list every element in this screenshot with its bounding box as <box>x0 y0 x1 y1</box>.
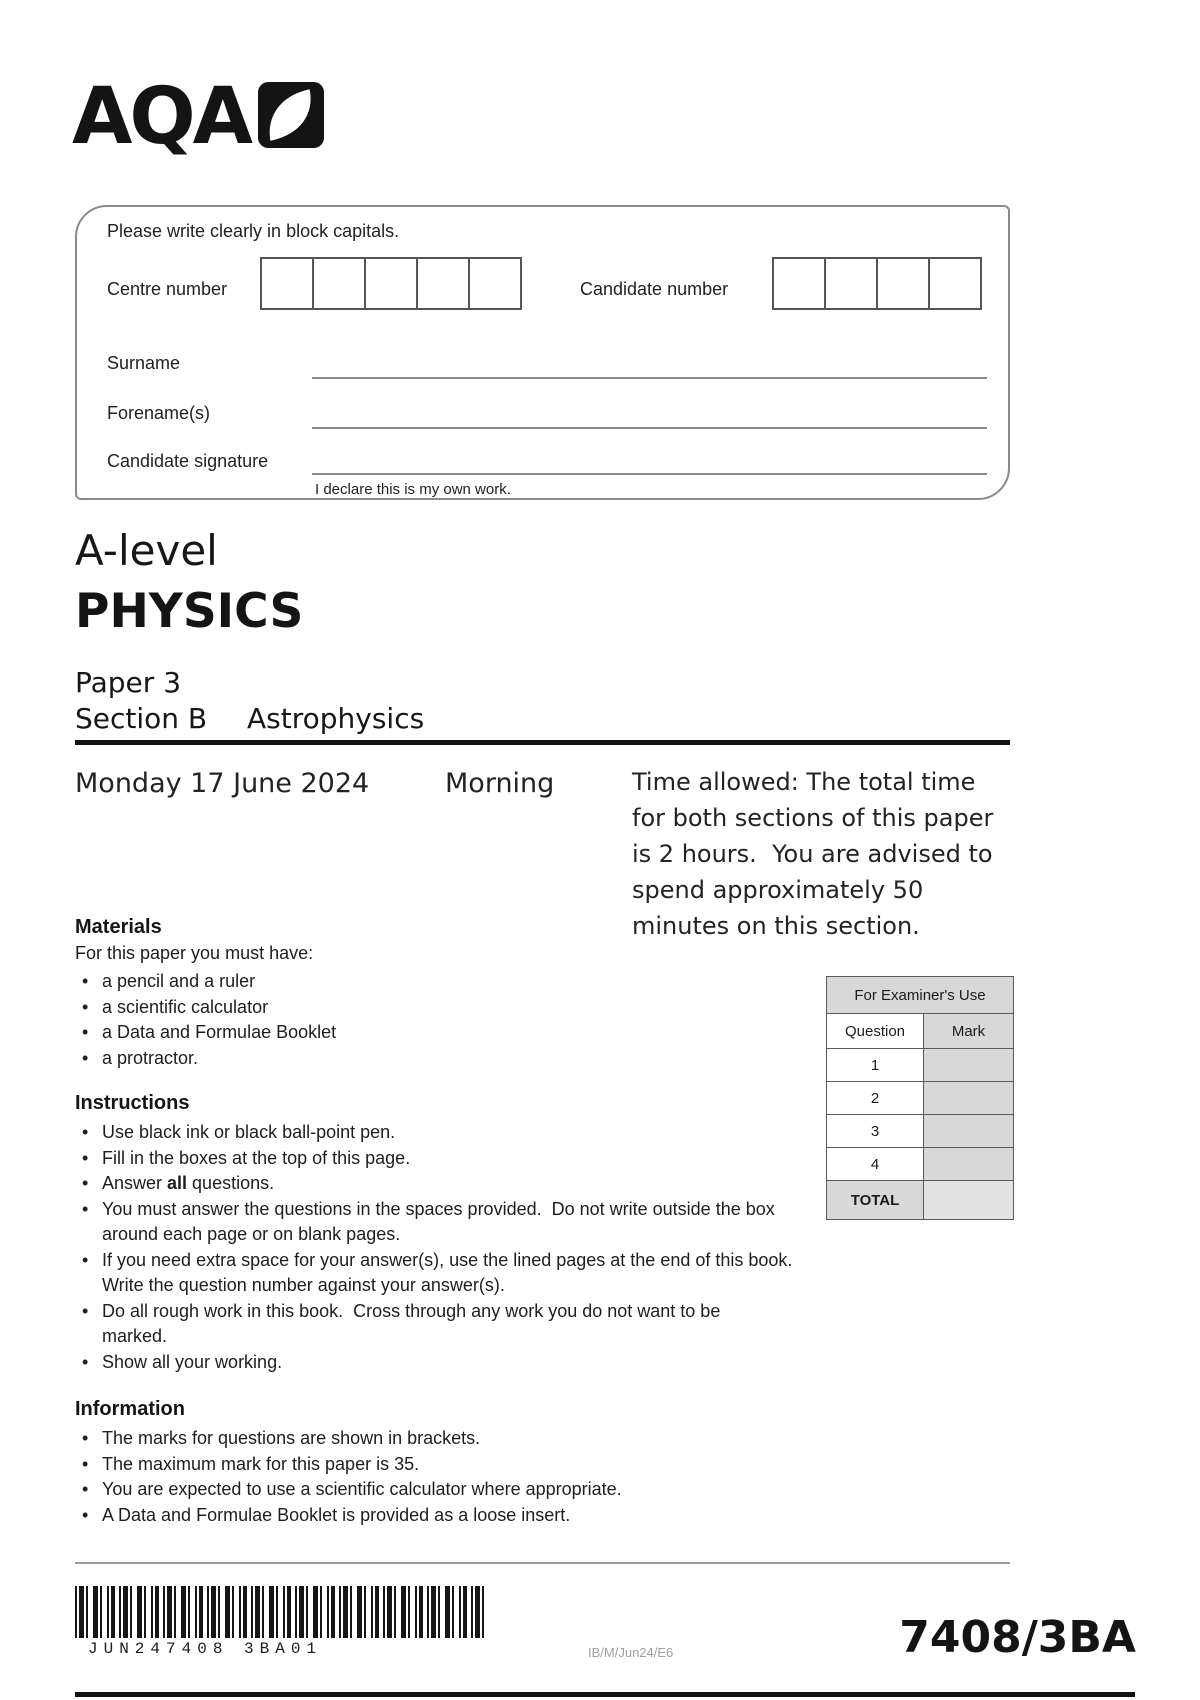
aqa-logo-text: AQA <box>72 72 251 162</box>
surname-label: Surname <box>107 353 181 373</box>
materials-list <box>75 969 635 1071</box>
section-line <box>75 702 424 735</box>
candidate-number-cell[interactable] <box>772 257 826 310</box>
examiner-total-mark <box>924 1181 1014 1220</box>
time-allowed-text: Time allowed: The total time for both sections of this paper is 2 hours. You are advised to spend approximately 50 minutes on this section. <box>632 768 1001 940</box>
information-item: • You are expected to use a scientific calculator where appropriate. <box>75 1477 815 1503</box>
centre-number-cell[interactable] <box>364 257 418 310</box>
instructions-item: • You must answer the questions in the spaces provided. Do not write outside the box around each page or on blank pages. <box>75 1197 775 1248</box>
instructions-item: • Do all rough work in this book. Cross through any work you do not want to be marked. <box>75 1299 775 1350</box>
examiner-row-question: 2 <box>827 1082 924 1115</box>
materials-heading: Materials <box>75 916 162 938</box>
block-capitals-note: Please write clearly in block capitals. <box>107 221 400 241</box>
forename-label: Forename(s) <box>107 403 211 423</box>
signature-input-line[interactable] <box>312 473 987 475</box>
surname-input-line[interactable] <box>312 377 987 379</box>
instructions-heading: Instructions <box>75 1092 190 1114</box>
signature-label: Candidate signature <box>107 451 269 471</box>
section-label: Section B <box>75 702 208 735</box>
signature-declaration: I declare this is my own work. <box>315 481 511 498</box>
examiner-row-mark <box>924 1115 1014 1148</box>
centre-number-cell[interactable] <box>260 257 314 310</box>
examiner-row-question: 4 <box>827 1148 924 1181</box>
reference-code: IB/M/Jun24/E6 <box>588 1645 674 1660</box>
examiner-row-question: 3 <box>827 1115 924 1148</box>
examiner-row-mark <box>924 1148 1014 1181</box>
instructions-item: • If you need extra space for your answer(s), use the lined pages at the end of this book. Write the question number against your answer(s). <box>75 1248 815 1299</box>
paper-code: 7408/3BA <box>899 1612 1136 1663</box>
instructions-section <box>75 1092 815 1375</box>
instructions-item: • Show all your working. <box>75 1350 815 1376</box>
centre-number-cell[interactable] <box>312 257 366 310</box>
footer-divider-rule <box>75 1562 1010 1564</box>
candidate-number-boxes <box>772 257 982 310</box>
materials-item: • a scientific calculator <box>75 995 635 1021</box>
centre-number-boxes <box>260 257 522 310</box>
candidate-number-cell[interactable] <box>928 257 982 310</box>
exam-session: Morning <box>445 768 555 799</box>
materials-intro: For this paper you must have: <box>75 943 314 963</box>
barcode <box>75 1586 489 1638</box>
examiner-col-question: Question <box>827 1014 924 1049</box>
qualification-title: A-level <box>75 526 218 575</box>
section-name: Astrophysics <box>247 702 425 735</box>
examiner-row-mark <box>924 1082 1014 1115</box>
candidate-number-cell[interactable] <box>876 257 930 310</box>
bottom-rule <box>75 1692 1135 1697</box>
centre-number-cell[interactable] <box>416 257 470 310</box>
aqa-logo <box>72 72 324 162</box>
information-item: • The maximum mark for this paper is 35. <box>75 1452 815 1478</box>
information-item: • The marks for questions are shown in brackets. <box>75 1426 815 1452</box>
aqa-leaf-icon <box>258 82 324 148</box>
centre-number-cell[interactable] <box>468 257 522 310</box>
barcode-label: JUN247408 3BA01 <box>88 1640 323 1658</box>
candidate-number-cell[interactable] <box>824 257 878 310</box>
title-divider-rule <box>75 740 1010 745</box>
examiner-use-table <box>826 976 1014 1220</box>
exam-date: Monday 17 June 2024 <box>75 768 370 799</box>
materials-section <box>75 916 635 1071</box>
instructions-item: • Use black ink or black ball-point pen. <box>75 1120 815 1146</box>
forename-input-line[interactable] <box>312 427 987 429</box>
materials-item: • a Data and Formulae Booklet <box>75 1020 635 1046</box>
examiner-table-title: For Examiner's Use <box>827 977 1014 1014</box>
centre-number-label: Centre number <box>107 279 228 299</box>
instructions-item: • Answer all questions. <box>75 1171 815 1197</box>
examiner-col-mark: Mark <box>924 1014 1014 1049</box>
examiner-total-label: TOTAL <box>827 1181 924 1220</box>
instructions-item: • Fill in the boxes at the top of this page. <box>75 1146 815 1172</box>
examiner-row-question: 1 <box>827 1049 924 1082</box>
materials-item: • a protractor. <box>75 1046 635 1072</box>
candidate-details-box <box>75 205 1010 500</box>
paper-number: Paper 3 <box>75 666 182 699</box>
information-list <box>75 1426 815 1528</box>
information-heading: Information <box>75 1398 185 1420</box>
instructions-list <box>75 1120 815 1375</box>
examiner-row-mark <box>924 1049 1014 1082</box>
subject-title: PHYSICS <box>75 584 304 639</box>
information-item: • A Data and Formulae Booklet is provided as a loose insert. <box>75 1503 815 1529</box>
candidate-number-label: Candidate number <box>580 279 729 299</box>
materials-item: • a pencil and a ruler <box>75 969 635 995</box>
information-section <box>75 1398 815 1528</box>
